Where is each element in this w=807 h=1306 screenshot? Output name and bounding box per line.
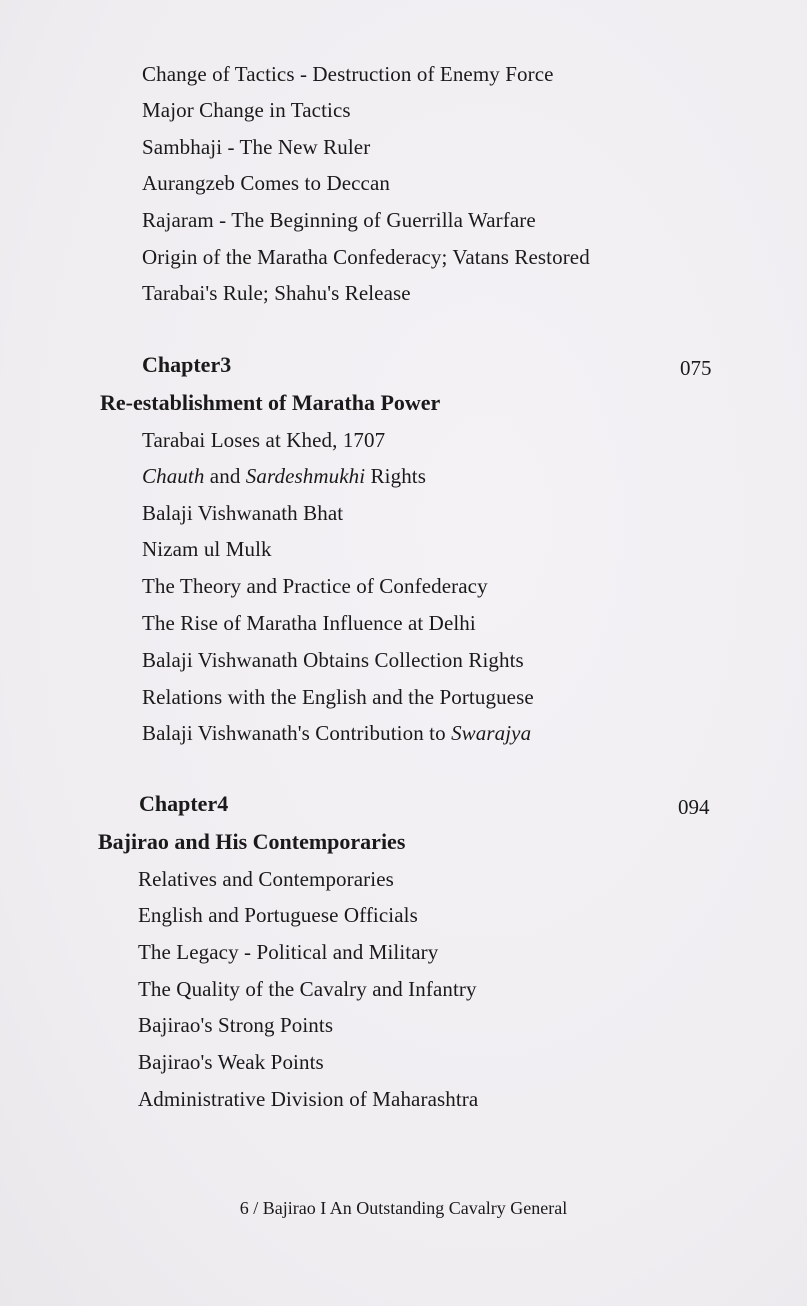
chapter4-label: Chapter4 — [139, 791, 229, 816]
toc-item: Tarabai Loses at Khed, 1707 — [142, 428, 386, 452]
chapter4-title: Bajirao and His Contemporaries — [98, 829, 406, 854]
toc-item: Bajirao's Strong Points — [138, 1013, 334, 1037]
chauth-term: Chauth — [142, 464, 205, 488]
page-footer: 6 / Bajirao I An Outstanding Cavalry General — [239, 1198, 568, 1218]
toc-item: Nizam ul Mulk — [142, 537, 272, 561]
toc-item — [142, 720, 531, 746]
toc-item-text: Balaji Vishwanath's Contribution to — [142, 721, 452, 745]
toc-item-text: and — [204, 464, 246, 488]
toc-item: Bajirao's Weak Points — [138, 1050, 324, 1074]
toc-item: Balaji Vishwanath Obtains Collection Rights — [142, 648, 524, 672]
toc-item: The Rise of Maratha Influence at Delhi — [142, 611, 476, 635]
toc-item: The Legacy - Political and Military — [138, 940, 439, 964]
chapter4-page-number: 094 — [678, 795, 710, 819]
toc-item: Origin of the Maratha Confederacy; Vatans Restored — [142, 245, 590, 269]
toc-item: Major Change in Tactics — [142, 98, 351, 122]
toc-item: Sambhaji - The New Ruler — [142, 135, 371, 159]
toc-item: Balaji Vishwanath Bhat — [142, 501, 344, 525]
toc-item: Change of Tactics - Destruction of Enemy Force — [142, 62, 554, 86]
toc-item: Relatives and Contemporaries — [138, 867, 394, 891]
toc-item — [142, 463, 426, 489]
swarajya-term: Swarajya — [451, 721, 532, 745]
chapter3-page-number: 075 — [680, 356, 712, 380]
chapter3-label: Chapter3 — [142, 352, 232, 377]
toc-item: Rajaram - The Beginning of Guerrilla Warfare — [142, 208, 536, 232]
toc-item: Administrative Division of Maharashtra — [138, 1087, 479, 1111]
toc-item: The Theory and Practice of Confederacy — [142, 574, 488, 598]
toc-item-text: Rights — [365, 464, 427, 488]
chapter3-title: Re-establishment of Maratha Power — [100, 390, 441, 415]
toc-item: Relations with the English and the Portuguese — [142, 685, 534, 709]
toc-item: English and Portuguese Officials — [138, 903, 418, 927]
toc-item: The Quality of the Cavalry and Infantry — [138, 977, 477, 1001]
toc-item: Aurangzeb Comes to Deccan — [142, 171, 390, 195]
toc-item: Tarabai's Rule; Shahu's Release — [142, 281, 411, 305]
sardeshmukhi-term: Sardeshmukhi — [245, 464, 366, 488]
